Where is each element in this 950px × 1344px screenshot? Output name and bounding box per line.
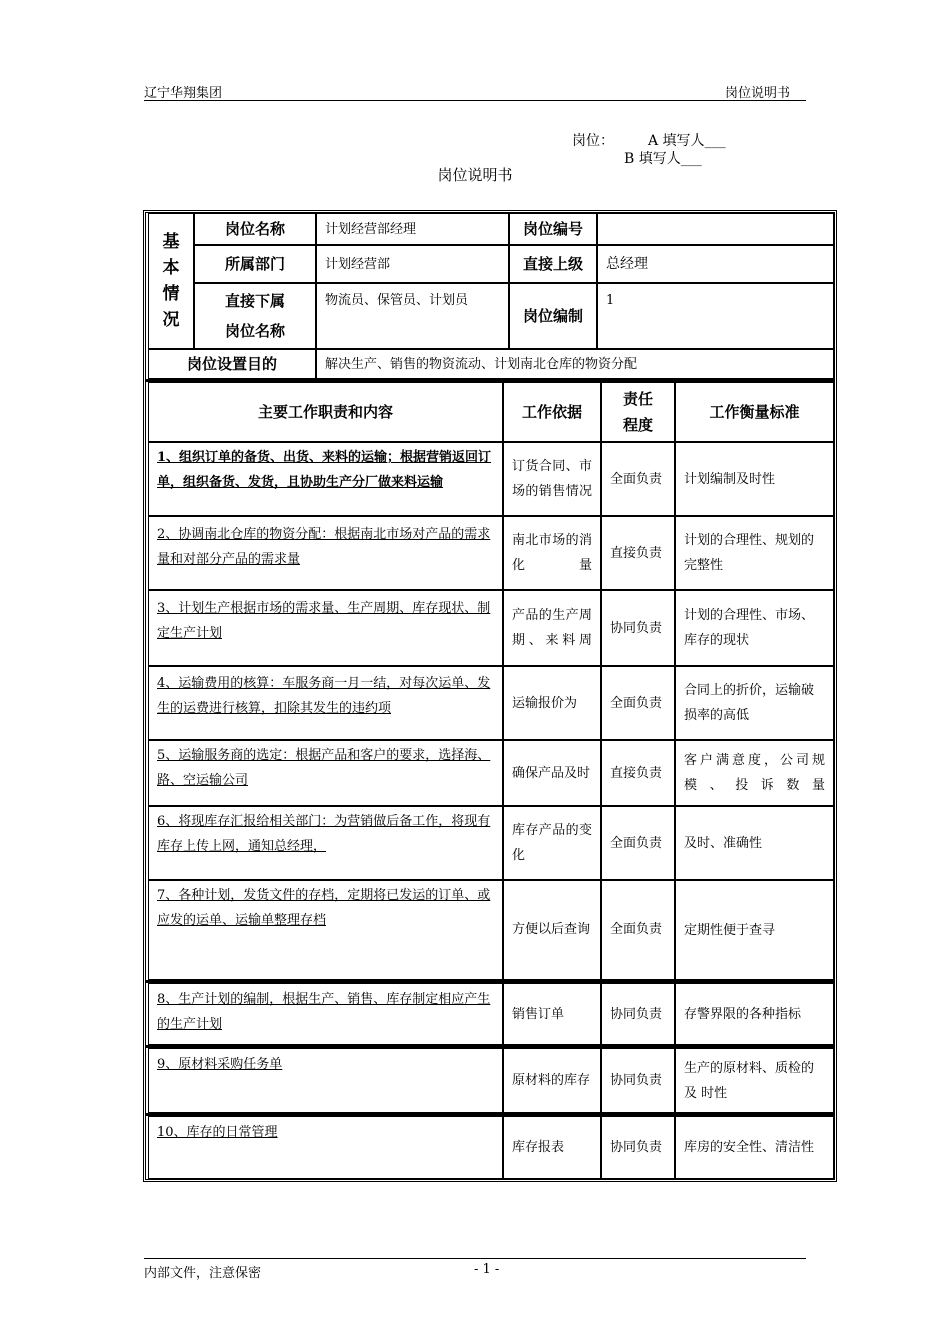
duty-standard: 计划编制及时性 xyxy=(675,442,834,516)
duty-content: 10、库存的日常管理 xyxy=(148,1116,503,1179)
duty-basis: 销售订单 xyxy=(503,983,601,1045)
duty-basis: 确保产品及时 xyxy=(503,740,601,806)
company-name: 辽宁华翔集团 xyxy=(144,86,223,101)
duty-standard: 及时、准确性 xyxy=(675,806,834,880)
confidential-note: 内部文件，注意保密 xyxy=(144,1266,262,1281)
duty-content: 2、协调南北仓库的物资分配：根据南北市场对产品的需求量和对部分产品的需求量 xyxy=(148,516,503,590)
duty-responsibility: 全面负责 xyxy=(601,880,675,980)
duty-standard: 合同上的折价，运输破损率的高低 xyxy=(675,666,834,740)
duty-content: 6、将现库存汇报给相关部门：为营销做后备工作，将现有库存上传上网，通知总经理， xyxy=(148,806,503,880)
duties-responsibility-header: 责任 程度 xyxy=(601,382,675,442)
duty-content: 7、各种计划，发货文件的存档，定期将已发运的订单、或应发的运单、运输单整理存档 xyxy=(148,880,503,980)
duty-content: 8、生产计划的编制，根据生产、销售、库存制定相应产生的生产计划 xyxy=(148,983,503,1045)
subordinate-value: 物流员、保管员、计划员 xyxy=(316,283,509,349)
purpose-label: 岗位设置目的 xyxy=(148,349,316,379)
duty-content: 9、原材料采购任务单 xyxy=(148,1048,503,1113)
department-label: 所属部门 xyxy=(194,245,316,283)
purpose-value: 解决生产、销售的物资流动、计划南北仓库的物资分配 xyxy=(316,349,834,379)
duty-responsibility: 全面负责 xyxy=(601,806,675,880)
duty-responsibility: 协同负责 xyxy=(601,1116,675,1179)
duty-standard: 计划的合理性、市场、库存的现状 xyxy=(675,590,834,666)
superior-value: 总经理 xyxy=(597,245,834,283)
duty-basis: 订货合同、市场的销售情况 xyxy=(503,442,601,516)
page-title: 岗位说明书 xyxy=(437,166,513,184)
page-number: - 1 - xyxy=(474,1262,500,1277)
superior-label: 直接上级 xyxy=(509,245,597,283)
job-description-table xyxy=(143,210,837,1182)
duty-responsibility: 全面负责 xyxy=(601,666,675,740)
headcount-label: 岗位编制 xyxy=(509,283,597,349)
duty-responsibility: 直接负责 xyxy=(601,740,675,806)
duty-responsibility: 协同负责 xyxy=(601,1048,675,1113)
duty-responsibility: 协同负责 xyxy=(601,590,675,666)
duty-basis: 库存产品的变化 xyxy=(503,806,601,880)
duty-content: 4、运输费用的核算：车服务商一月一结，对每次运单、发生的运费进行核算，扣除其发生的违约项 xyxy=(148,666,503,740)
duty-responsibility: 全面负责 xyxy=(601,442,675,516)
duty-basis: 原材料的库存 xyxy=(503,1048,601,1113)
duty-standard: 生产的原材料、质检的及 时性 xyxy=(675,1048,834,1113)
duty-responsibility: 直接负责 xyxy=(601,516,675,590)
duty-responsibility: 协同负责 xyxy=(601,983,675,1045)
position-code-label: 岗位编号 xyxy=(509,213,597,245)
duty-basis: 产品的生产周期、来料周 xyxy=(503,590,601,666)
writer-a: A 填写人___ xyxy=(648,133,726,149)
duty-standard: 计划的合理性、规划的完整性 xyxy=(675,516,834,590)
duties-basis-header: 工作依据 xyxy=(503,382,601,442)
duties-standard-header: 工作衡量标准 xyxy=(675,382,834,442)
duty-basis: 方便以后查询 xyxy=(503,880,601,980)
position-name-value: 计划经营部经理 xyxy=(316,213,509,245)
subordinate-label: 直接下属 岗位名称 xyxy=(194,283,316,349)
duty-content: 5、运输服务商的选定：根据产品和客户的要求，选择海、路、空运输公司 xyxy=(148,740,503,806)
duties-content-header: 主要工作职责和内容 xyxy=(148,382,503,442)
duty-standard: 库房的安全性、清洁性 xyxy=(675,1116,834,1179)
duty-basis: 南北市场的消化量 xyxy=(503,516,601,590)
duty-content: 3、计划生产根据市场的需求量、生产周期、库存现状、制定生产计划 xyxy=(148,590,503,666)
duty-standard: 客户满意度，公司规模、投诉数量 xyxy=(675,740,834,806)
writer-b: B 填写人___ xyxy=(624,151,702,167)
duty-basis: 库存报表 xyxy=(503,1116,601,1179)
document-type: 岗位说明书 xyxy=(724,86,790,101)
page-footer xyxy=(144,1258,806,1281)
position-code-value xyxy=(597,213,834,245)
department-value: 计划经营部 xyxy=(316,245,509,283)
basic-info-label: 基 本 情 况 xyxy=(148,213,194,349)
page-header xyxy=(144,80,806,101)
position-name-label: 岗位名称 xyxy=(194,213,316,245)
duty-basis: 运输报价为 xyxy=(503,666,601,740)
position-label: 岗位： xyxy=(572,133,614,149)
duty-standard: 存警界限的各种指标 xyxy=(675,983,834,1045)
duty-standard: 定期性便于查寻 xyxy=(675,880,834,980)
duty-content: 1、组织订单的备货、出货、来料的运输；根据营销返回订单，组织备货、发货，且协助生产分厂做来料运输 xyxy=(148,442,503,516)
headcount-value: 1 xyxy=(597,283,834,349)
